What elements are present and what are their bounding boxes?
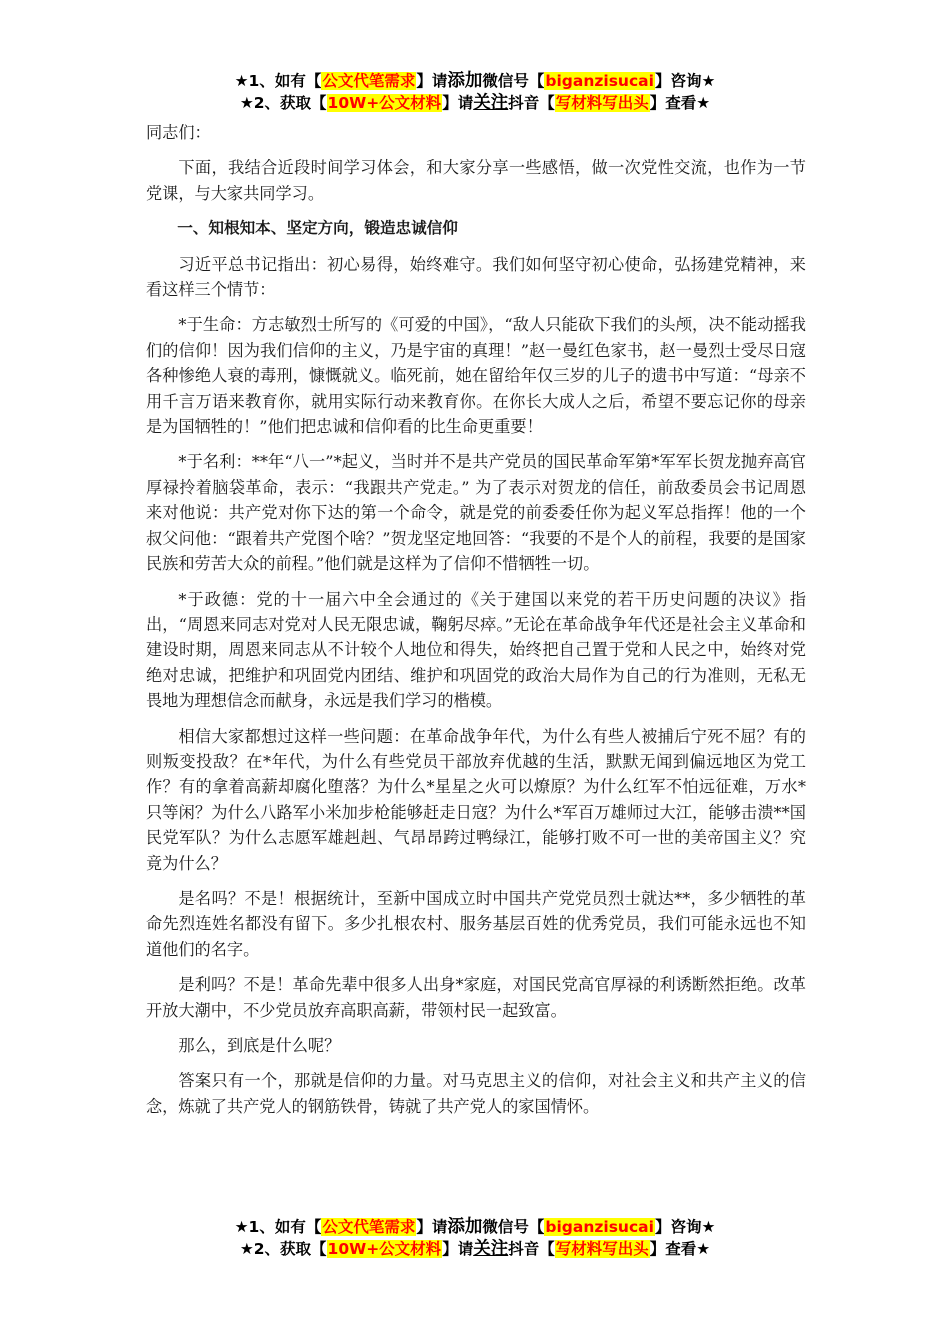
promo-douyin-account: 写材料写出头 xyxy=(555,94,649,112)
promo-line-1: ★1、如有【公文代笔需求】请添加微信号【biganzisucai】咨询★ xyxy=(234,1217,716,1237)
paragraph: *于政德：党的十一届六中全会通过的《关于建国以来党的若干历史问题的决议》指出，“周恩来同志对党对人民无限忠诚，鞠躬尽瘁。”无论在革命战争年代还是社会主义革命和建设时期，周恩来同志从不计较个人地位和得失，始终把自己置于党和人民之中，始终对党绝对忠诚，把维护和巩固党内团结、维护和巩固党的政治大局作为自己的行为准则，无私无畏地为理想信念而献身，永远是我们学习的楷模。 xyxy=(146,589,806,711)
paragraph: 答案只有一个，那就是信仰的力量。对马克思主义的信仰，对社会主义和共产主义的信念，炼就了共产党人的钢筋铁骨，铸就了共产党人的家国情怀。 xyxy=(146,1071,806,1116)
intro-paragraph: 下面，我结合近段时间学习体会，和大家分享一些感悟，做一次党性交流，也作为一节党课，与大家共同学习。 xyxy=(146,158,806,203)
promo-wechat-id: biganzisucai xyxy=(545,72,654,90)
promo-highlight-service: 公文代笔需求 xyxy=(322,72,416,90)
document-body xyxy=(146,120,806,1129)
greeting: 同志们： xyxy=(146,123,211,142)
promo-line-2: ★2、获取【10W+公文材料】请关注抖音【写材料写出头】查看★ xyxy=(239,93,711,113)
promo-banner-top xyxy=(0,70,950,114)
paragraph: 习近平总书记指出：初心易得，始终难守。我们如何坚守初心使命，弘扬建党精神，来看这样三个情节： xyxy=(146,254,806,300)
promo-line-1: ★1、如有【公文代笔需求】请添加微信号【biganzisucai】咨询★ xyxy=(234,71,716,91)
promo-wechat-id: biganzisucai xyxy=(545,1218,654,1236)
promo-banner-bottom xyxy=(0,1216,950,1260)
promo-line-2: ★2、获取【10W+公文材料】请关注抖音【写材料写出头】查看★ xyxy=(239,1239,711,1259)
paragraph: 是名吗？不是！根据统计，至新中国成立时中国共产党党员烈士就达**，多少牺牲的革命先烈连姓名都没有留下。多少扎根农村、服务基层百姓的优秀党员，我们可能永远也不知道他们的名字。 xyxy=(146,888,806,959)
paragraph: 那么，到底是什么呢？ xyxy=(178,1036,341,1055)
promo-highlight-materials: 10W+公文材料 xyxy=(327,94,442,112)
promo-highlight-materials: 10W+公文材料 xyxy=(327,1240,442,1258)
paragraph: *于名利：**年“八一”*起义，当时并不是共产党员的国民革命军第*军军长贺龙抛弃高官厚禄拎着脑袋革命，表示：“我跟共产党走。” 为了表示对贺龙的信任，前敌委员会书记周恩来对他说：共产党对你下达的第一个命令，就是党的前委委任你为起义军总指挥！他的一个叔父问他：“跟着共产党图个啥？”贺龙坚定地回答：“我要的不是个人的前程，我要的是国家民族和劳苦大众的前程。”他们就是这样为了信仰不惜牺牲一切。 xyxy=(146,452,806,574)
promo-douyin-account: 写材料写出头 xyxy=(555,1240,649,1258)
paragraph: 相信大家都想过这样一些问题：在革命战争年代，为什么有些人被捕后宁死不屈？有的则叛变投敌？在*年代，为什么有些党员干部放弃优越的生活，默默无闻到偏远地区为党工作？有的拿着高薪却腐化堕落？为什么*星星之火可以燎原？为什么红军不怕远征难，万水*只等闲？为什么八路军小米加步枪能够赶走日寇？为什么*军百万雄师过大江，能够击溃**国民党军队？为什么志愿军雄赳赳、气昂昂跨过鸭绿江，能够打败不可一世的美帝国主义？究竟为什么？ xyxy=(146,726,806,873)
paragraph: *于生命：方志敏烈士所写的《可爱的中国》，“敌人只能砍下我们的头颅，决不能动摇我们的信仰！因为我们信仰的主义，乃是宇宙的真理！”赵一曼红色家书，赵一曼烈士受尽日寇各种惨绝人衰的毒刑，慷慨就义。临死前，她在留给年仅三岁的儿子的遗书中写道：“母亲不用千言万语来教育你，就用实际行动来教育你。在你长大成人之后，希望不要忘记你的母亲是为国牺牲的！”他们把忠诚和信仰看的比生命更重要！ xyxy=(146,315,806,437)
section-heading: 一、知根知本、坚定方向，锻造忠诚信仰 xyxy=(177,219,458,238)
promo-highlight-service: 公文代笔需求 xyxy=(322,1218,416,1236)
paragraph: 是利吗？不是！革命先辈中很多人出身*家庭，对国民党高官厚禄的利诱断然拒绝。改革开放大潮中，不少党员放弃高职高薪，带领村民一起致富。 xyxy=(146,975,806,1020)
